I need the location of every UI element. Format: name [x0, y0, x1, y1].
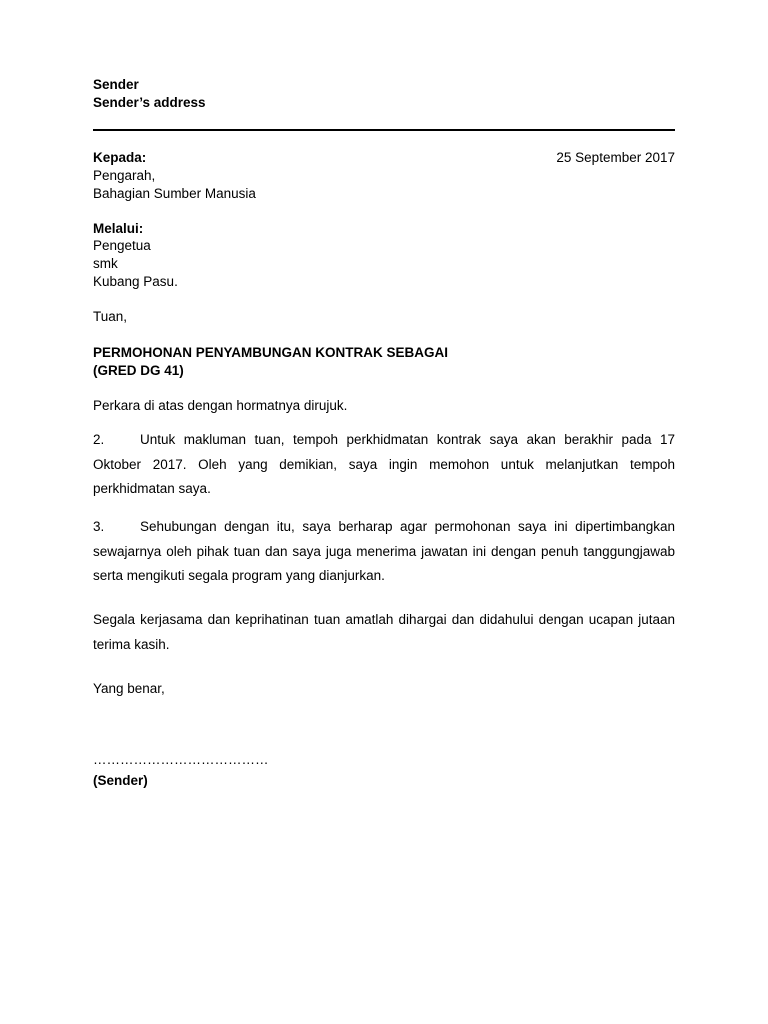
letter-date: 25 September 2017 — [556, 150, 675, 165]
sender-name: Sender — [93, 77, 139, 92]
signature-line: ………………………………… — [93, 752, 269, 767]
recipient-line-2: Bahagian Sumber Manusia — [93, 186, 256, 201]
signer-name: (Sender) — [93, 773, 148, 788]
closing-paragraph: Segala kerjasama dan keprihatinan tuan amatlah dihargai dan didahului dengan ucapan jutaan terima kasih. — [93, 612, 675, 652]
paragraph-3 — [93, 515, 675, 589]
recipient-label: Kepada: — [93, 150, 147, 165]
paragraph-3-text: Sehubungan dengan itu, saya berharap agar permohonan saya ini dipertimbangkan sewajarnya oleh pihak tuan dan saya juga menerima jawatan ini dengan penuh tanggungjawab serta mengikuti segala program yang dianjurkan. — [93, 519, 675, 583]
paragraph-2-text: Untuk makluman tuan, tempoh perkhidmatan kontrak saya akan berakhir pada 17 Oktober 2017. Oleh yang demikian, saya ingin memohon untuk melanjutkan tempoh perkhidmatan saya. — [93, 432, 675, 496]
subject-line-1: PERMOHONAN PENYAMBUNGAN KONTRAK SEBAGAI — [93, 345, 449, 360]
intro-paragraph: Perkara di atas dengan hormatnya dirujuk. — [93, 398, 348, 413]
via-line-3: Kubang Pasu. — [93, 274, 178, 289]
sender-address: Sender’s address — [93, 95, 206, 110]
via-line-2: smk — [93, 256, 118, 271]
closing-phrase: Yang benar, — [93, 681, 165, 696]
paragraph-2 — [93, 428, 675, 502]
salutation: Tuan, — [93, 309, 128, 324]
header-divider — [93, 129, 675, 131]
paragraph-2-number: 2. — [93, 432, 105, 447]
via-line-1: Pengetua — [93, 238, 151, 253]
via-label: Melalui: — [93, 221, 144, 236]
paragraph-3-number: 3. — [93, 519, 105, 534]
recipient-line-1: Pengarah, — [93, 168, 156, 183]
subject-line-2: (GRED DG 41) — [93, 363, 184, 378]
